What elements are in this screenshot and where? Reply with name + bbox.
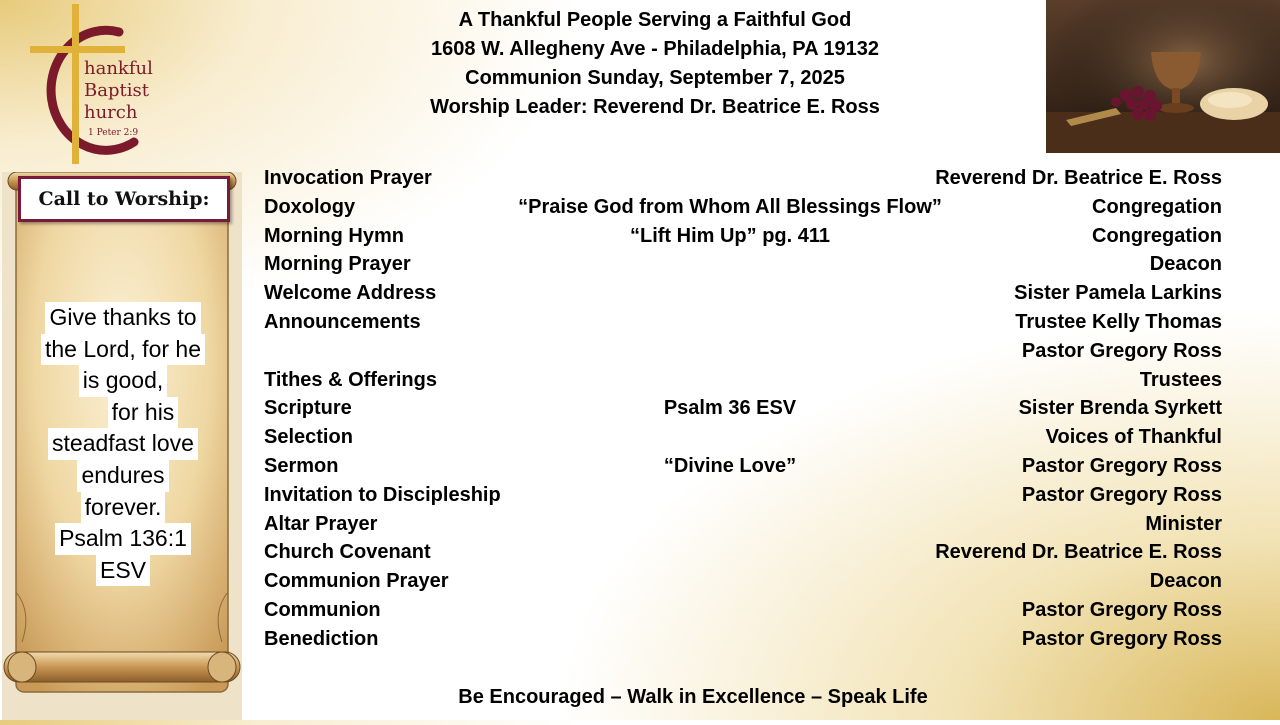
communion-image bbox=[1046, 0, 1280, 153]
verse-line: for his bbox=[108, 397, 179, 429]
logo-text-line2: Baptist bbox=[84, 80, 149, 101]
program-item: Sermon bbox=[264, 455, 339, 477]
call-to-worship-title: Call to Worship: bbox=[18, 176, 230, 222]
program-leader: Deacon bbox=[1149, 570, 1222, 592]
verse-line: steadfast love bbox=[48, 428, 198, 460]
logo-text-line1: hankful bbox=[84, 58, 153, 79]
program-leader: Sister Pamela Larkins bbox=[1014, 282, 1222, 304]
program-item: Morning Hymn bbox=[264, 225, 404, 247]
program-item: Morning Prayer bbox=[264, 253, 411, 275]
program-leader: Reverend Dr. Beatrice E. Ross bbox=[935, 541, 1222, 563]
bulletin-header bbox=[320, 6, 990, 122]
worship-leader: Worship Leader: Reverend Dr. Beatrice E. Ross bbox=[430, 96, 880, 118]
program-detail: “Praise God from Whom All Blessings Flow” bbox=[518, 196, 942, 218]
church-address: 1608 W. Allegheny Ave - Philadelphia, PA 19132 bbox=[431, 38, 879, 60]
program-item: Selection bbox=[264, 426, 353, 448]
program-item: Tithes & Offerings bbox=[264, 369, 437, 391]
verse-line: ESV bbox=[96, 555, 150, 587]
footer-slogan: Be Encouraged – Walk in Excellence – Speak Life bbox=[458, 686, 928, 708]
program-item: Welcome Address bbox=[264, 282, 437, 304]
program-detail: Psalm 36 ESV bbox=[663, 397, 797, 419]
verse-line: endures bbox=[77, 460, 168, 492]
program-item: Invitation to Discipleship bbox=[264, 484, 501, 506]
program-item: Church Covenant bbox=[264, 541, 431, 563]
program-item: Altar Prayer bbox=[264, 513, 378, 535]
program-item: Benediction bbox=[264, 628, 379, 650]
program-leader: Trustee Kelly Thomas bbox=[1015, 311, 1222, 333]
verse-line: forever. bbox=[81, 492, 166, 524]
program-item: Doxology bbox=[264, 196, 356, 218]
program-item: Announcements bbox=[264, 311, 421, 333]
program-item: Invocation Prayer bbox=[264, 167, 432, 189]
program-leader: Pastor Gregory Ross bbox=[1021, 628, 1222, 650]
program-leader: Deacon bbox=[1149, 253, 1222, 275]
program-leader: Voices of Thankful bbox=[1045, 426, 1222, 448]
logo-verse: 1 Peter 2:9 bbox=[88, 128, 139, 138]
program-leader: Congregation bbox=[1092, 225, 1222, 247]
program-detail: “Divine Love” bbox=[663, 455, 797, 477]
verse-line: the Lord, for he bbox=[41, 334, 205, 366]
verse-line: Psalm 136:1 bbox=[55, 523, 191, 555]
program-item: Communion bbox=[264, 599, 381, 621]
program-leader: Minister bbox=[1145, 513, 1222, 535]
program-leader: Pastor Gregory Ross bbox=[1021, 455, 1222, 477]
church-motto: A Thankful People Serving a Faithful God bbox=[458, 9, 852, 31]
program-leader: Pastor Gregory Ross bbox=[1021, 340, 1222, 362]
program-leader: Pastor Gregory Ross bbox=[1021, 484, 1222, 506]
verse-line: is good, bbox=[79, 365, 168, 397]
church-logo bbox=[24, 2, 174, 167]
logo-text-line3: hurch bbox=[84, 102, 138, 123]
program-leader: Reverend Dr. Beatrice E. Ross bbox=[935, 167, 1222, 189]
program-leader: Trustees bbox=[1139, 369, 1222, 391]
program-item: Communion Prayer bbox=[264, 570, 449, 592]
program-leader: Pastor Gregory Ross bbox=[1021, 599, 1222, 621]
service-date: Communion Sunday, September 7, 2025 bbox=[465, 67, 845, 89]
program-item: Scripture bbox=[264, 397, 352, 419]
verse-line: Give thanks to bbox=[45, 302, 200, 334]
call-to-worship-verse bbox=[28, 302, 218, 586]
program-detail: “Lift Him Up” pg. 411 bbox=[629, 225, 831, 247]
program-leader: Congregation bbox=[1092, 196, 1222, 218]
program-leader: Sister Brenda Syrkett bbox=[1018, 397, 1222, 419]
